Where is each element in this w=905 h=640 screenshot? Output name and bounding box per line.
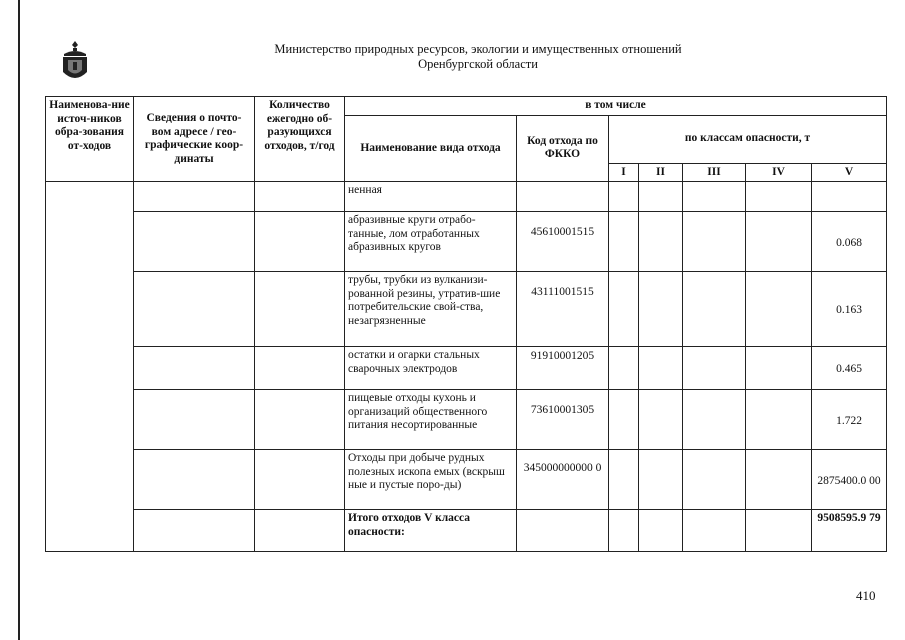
page-left-edge-rule: [18, 0, 20, 640]
fkko-code-cell: 43111001515: [517, 272, 609, 347]
table-row: [46, 272, 887, 347]
page-number: 410: [856, 588, 876, 603]
header-class-ii: II: [639, 163, 683, 182]
table-row: [46, 182, 887, 212]
class-v-value-cell: [812, 182, 887, 212]
ministry-header: [200, 42, 756, 72]
header-class-iii: III: [683, 163, 746, 182]
fkko-code-cell: 91910001205: [517, 347, 609, 390]
class-v-value-cell: 2875400.0 00: [812, 450, 887, 510]
header-fkko-code: Код отхода по ФККО: [517, 115, 609, 182]
source-name-cell: [46, 182, 134, 552]
table-row: [46, 390, 887, 450]
header-class-i: I: [609, 163, 639, 182]
fkko-code-cell: 45610001515: [517, 212, 609, 272]
waste-name-cell: пищевые отходы кухонь и организаций общественного питания несортированные: [345, 390, 517, 450]
ministry-header-line1: Министерство природных ресурсов, экологии и имущественных отношений: [274, 42, 682, 56]
class-v-value-cell: 0.163: [812, 272, 887, 347]
waste-name-cell: остатки и огарки стальных сварочных электродов: [345, 347, 517, 390]
table-row: [46, 450, 887, 510]
waste-name-cell: Отходы при добыче рудных полезных ископа емых (вскрыш ные и пустые поро-ды): [345, 450, 517, 510]
class-v-value-cell: 0.465: [812, 347, 887, 390]
total-value-cell: 9508595.9 79: [812, 510, 887, 552]
total-label-cell: Итого отходов V класса опасности:: [345, 510, 517, 552]
header-quantity: Количество ежегодно об-разующихся отходов, т/год: [255, 97, 345, 182]
class-v-value-cell: 1.722: [812, 390, 887, 450]
coat-of-arms-icon: [60, 40, 90, 84]
waste-name-cell: абразивные круги отрабо-танные, лом отработанных абразивных кругов: [345, 212, 517, 272]
header-including: в том числе: [345, 97, 887, 116]
header-source-name: Наименова-ние источ-ников обра-зования от-ходов: [46, 97, 134, 182]
waste-sources-table: [45, 96, 887, 552]
fkko-code-cell: 345000000000 0: [517, 450, 609, 510]
header-hazard-classes: по классам опасности, т: [609, 115, 887, 163]
header-class-v: V: [812, 163, 887, 182]
header-waste-type: Наименование вида отхода: [345, 115, 517, 182]
table-row: [46, 510, 887, 552]
header-class-iv: IV: [746, 163, 812, 182]
waste-name-cell: ненная: [345, 182, 517, 212]
ministry-header-line2: Оренбургской области: [418, 57, 538, 71]
waste-name-cell: трубы, трубки из вулканизи-рованной резины, утратив-шие потребительские свой-ства, незагрязненные: [345, 272, 517, 347]
fkko-code-cell: 73610001305: [517, 390, 609, 450]
fkko-code-cell: [517, 182, 609, 212]
fkko-code-cell: [517, 510, 609, 552]
header-address: Сведения о почто-вом адресе / гео-графические коор-динаты: [134, 97, 255, 182]
table-row: [46, 347, 887, 390]
table-row: [46, 212, 887, 272]
class-v-value-cell: 0.068: [812, 212, 887, 272]
